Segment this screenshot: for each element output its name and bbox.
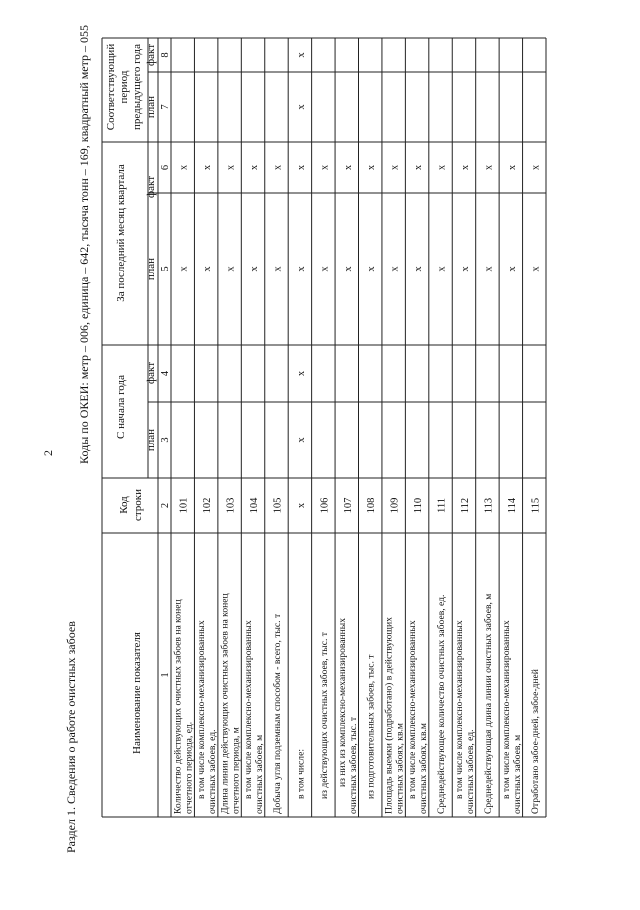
row-code: 110 [413,497,425,514]
header-group-last-month: За последний месяц квартала [115,164,127,302]
column-number: 7 [160,104,171,110]
header-fact-month: факт [145,175,157,199]
cell-mark: х [483,164,495,171]
cell-mark: х [295,52,307,58]
row-label: очистных забоях, кв.м [418,723,430,814]
row-label: в том числе комплексно-механизированных [196,620,208,799]
cell-mark: х [530,164,542,171]
cell-mark: х [225,266,237,272]
row-label: в том числе комплексно-механизированных [407,620,419,799]
cell-mark: х [295,164,307,171]
table-row [483,164,495,814]
cell-mark: х [272,164,284,171]
table-row [272,164,284,814]
row-label: отчетного периода, м [230,727,242,814]
row-label: из действующих очистных забоев, тыс. т [318,632,330,799]
cell-mark: х [202,266,214,272]
header-group-prev-year-3: предыдущего года [131,44,143,130]
table-row [366,164,378,799]
row-label: очистных забоев, тыс. т [347,716,359,814]
row-code: 115 [530,497,542,514]
column-number: 6 [160,164,171,171]
row-code: 113 [483,497,495,514]
row-label: в том числе комплексно-механизированных [453,620,465,799]
row-label: из них из комплексно-механизированных [336,617,348,787]
table-body [173,52,542,814]
cell-mark: х [389,164,401,171]
table-row [436,164,448,814]
column-number: 3 [160,437,171,443]
cell-mark: х [366,266,378,272]
header-group-prev-year-1: Соответствующий [105,43,117,131]
table-row [454,164,476,814]
cell-mark: х [295,437,307,443]
cell-mark: х [413,266,425,272]
row-label: Среднедействующее количество очистных забоев, ед. [436,594,448,814]
row-code: 112 [459,497,471,514]
cell-mark: х [249,266,261,272]
cell-mark: х [506,266,518,272]
column-number: 2 [160,502,171,509]
row-label: Добыча угля подземным способом - всего, тыс. т [271,613,283,814]
table-row [530,164,542,814]
column-number: 1 [160,672,171,678]
cell-mark: х [295,104,307,110]
row-code: 107 [342,497,354,514]
row-code: 114 [506,497,518,514]
table-row [196,164,218,814]
cell-mark: х [202,164,214,171]
header-fact-ytd: факт [145,361,157,385]
table-row [319,164,331,799]
row-code: 103 [225,497,237,514]
header-group-ytd: С начала года [115,375,127,439]
cell-mark: х [178,266,190,272]
header-plan-prev-year: план [145,95,157,119]
row-label: в том числе комплексно-механизированных [500,620,512,799]
section-title: Раздел 1. Сведения о работе очистных забоев [64,621,78,853]
row-code: 104 [249,497,261,514]
header-name: Наименование показателя [131,632,143,754]
row-label: Площадь выемки (подработано) в действующих [383,617,395,814]
cell-mark: х [366,164,378,171]
okei-codes-line: Коды по ОКЕИ: метр – 006, единица – 642, тысяча тонн – 169, квадратный метр – 055 [77,25,91,464]
header-code-1: Код [118,496,130,514]
table-row [295,52,307,799]
row-label: Количество действующих очистных забоев на конец [172,599,184,814]
cell-mark: х [295,266,307,272]
row-label: из подготовительных забоев, тыс. т [365,654,377,799]
table-row [337,164,359,814]
row-label: очистных забоев, м [511,734,523,814]
cell-mark: х [436,164,448,171]
row-code: х [295,502,307,509]
cell-mark: х [225,164,237,171]
cell-mark: х [342,164,354,171]
header-fact-prev-year: факт [145,43,157,67]
row-code: 108 [366,497,378,514]
row-label: очистных забоев, м [254,734,266,814]
cell-mark: х [249,164,261,171]
cell-mark: х [459,164,471,171]
cell-mark: х [506,164,518,171]
row-label: в том числе: [295,748,307,799]
cell-mark: х [178,164,190,171]
column-number: 8 [160,52,171,58]
header-plan-ytd: план [145,428,157,452]
cell-mark: х [295,370,307,377]
row-code: 109 [389,497,401,514]
header-plan-month: план [145,257,157,281]
cell-mark: х [483,266,495,272]
table-row [173,164,195,814]
table-header [105,44,157,754]
row-code: 106 [319,497,331,514]
cell-mark: х [319,266,331,272]
cell-mark: х [459,266,471,272]
cell-mark: х [413,164,425,171]
cell-mark: х [272,266,284,272]
header-code-2: строки [132,488,144,522]
row-code: 101 [178,497,190,514]
cell-mark: х [319,164,331,171]
table-row [407,164,429,814]
page-number: 2 [41,450,55,456]
cell-mark: х [389,266,401,272]
row-label: очистных забоях, кв.м [394,723,406,814]
cell-mark: х [436,266,448,272]
row-label: очистных забоев, ед. [464,729,476,814]
table-row [384,164,406,814]
row-label: Среднедействующая длина линии очистных забоев, м [482,593,494,814]
table-row [501,164,523,814]
row-code: 111 [436,498,448,513]
column-number: 4 [160,370,171,377]
row-label: Отработано забое-дней, забое-дней [529,669,541,814]
row-label: отчетного периода, ед. [183,721,195,814]
header-group-prev-year-2: период [118,70,130,104]
row-label: Длина линии действующих очистных забоев на конец [219,593,231,814]
table-row [220,164,242,814]
table-row [243,164,265,814]
column-number-row [160,52,171,677]
row-code: 102 [202,497,214,514]
row-label: очистных забоев, ед. [207,729,219,814]
cell-mark: х [342,266,354,272]
cell-mark: х [530,266,542,272]
row-code: 105 [272,497,284,514]
row-label: в том числе комплексно-механизированных [243,620,255,799]
column-number: 5 [160,266,171,272]
